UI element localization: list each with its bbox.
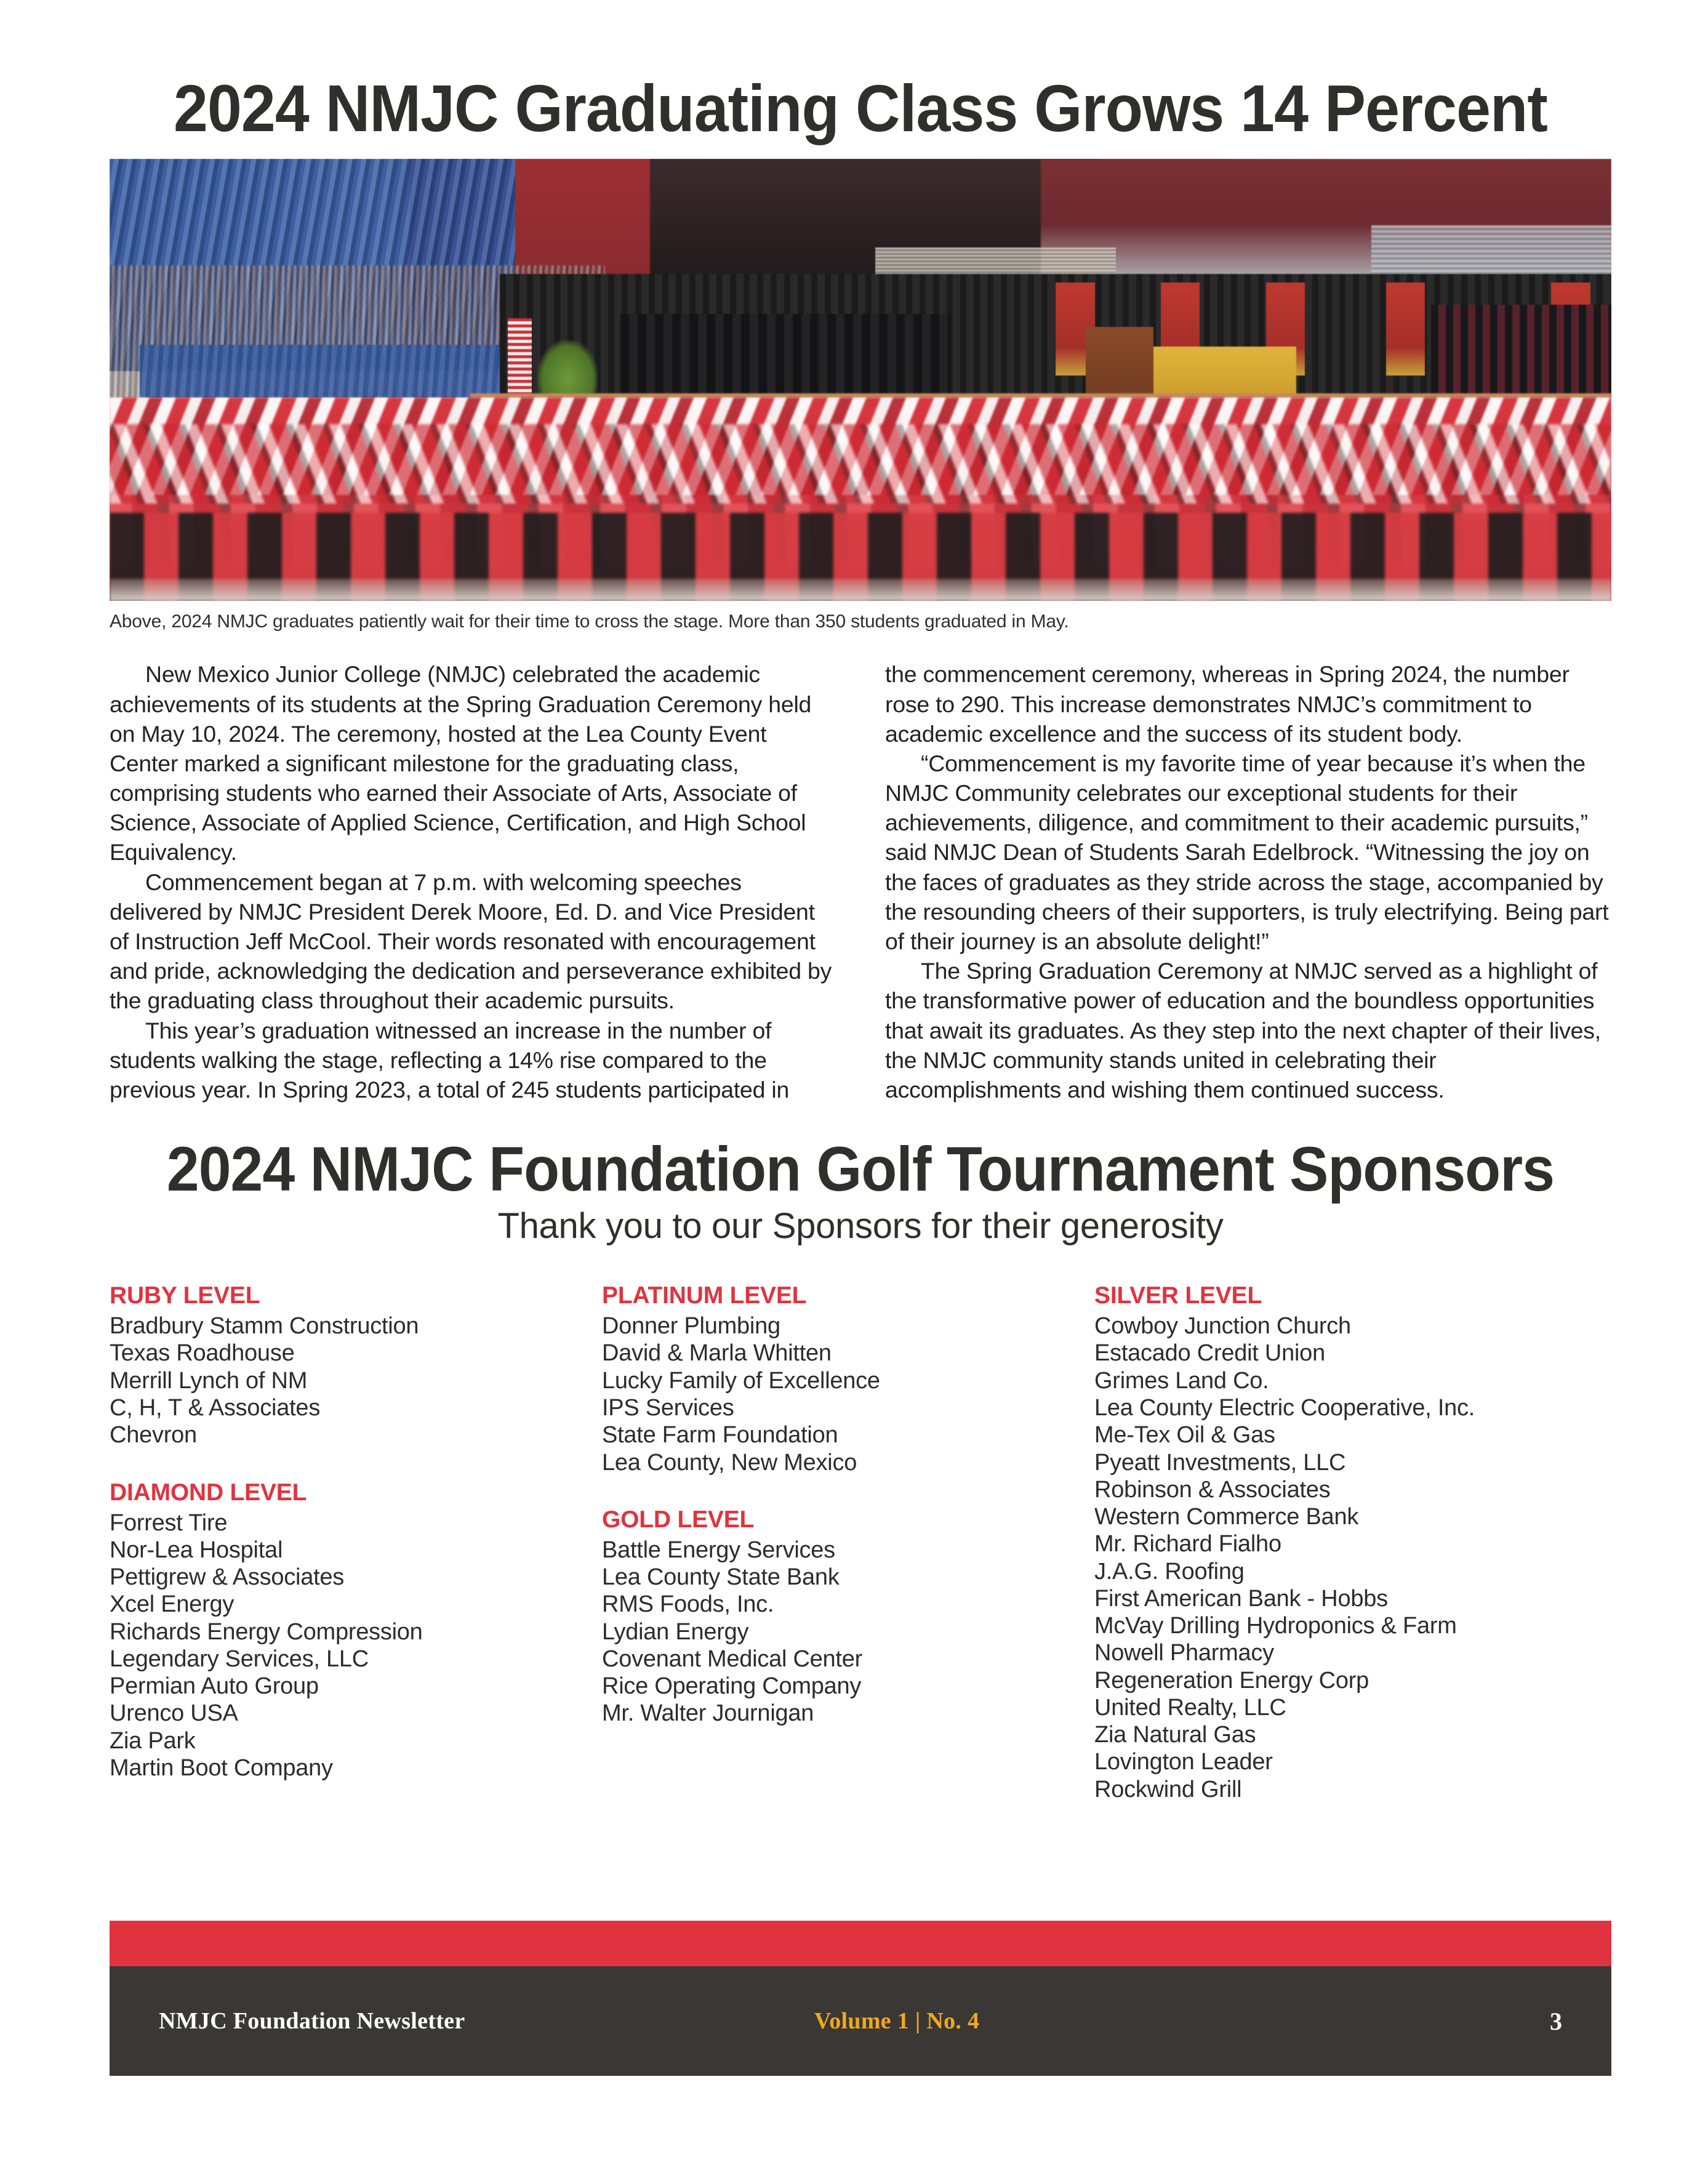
arena-floor [110,579,1611,601]
sponsor-name: Lydian Energy [602,1618,749,1645]
sponsor-list-gold [602,1537,1094,1727]
article-body [110,659,1611,1104]
sponsor-name: Nor-Lea Hospital [110,1537,283,1563]
graduation-caps-rows [110,424,1611,504]
sponsor-name: Regeneration Energy Corp [1094,1667,1369,1694]
stage-graduates-line [620,314,951,407]
sponsor-name: Estacado Credit Union [1094,1340,1325,1367]
sponsors-subtitle: Thank you to our Sponsors for their generosity [497,1206,1224,1247]
photo-caption: Above, 2024 NMJC graduates patiently wait for their time to cross the stage. More than 350 students graduated in May. [110,611,1069,632]
sponsor-name: Mr. Walter Journigan [602,1700,814,1727]
sponsor-name: Mr. Richard Fialho [1094,1531,1281,1557]
sponsor-name: Merrill Lynch of NM [110,1367,308,1394]
sponsor-name: Texas Roadhouse [110,1340,295,1367]
page-title: 2024 NMJC Graduating Class Grows 14 Percent [174,71,1547,145]
sponsor-name: Rice Operating Company [602,1673,862,1700]
sponsor-name: IPS Services [602,1395,734,1421]
paragraph: The Spring Graduation Ceremony at NMJC served as a highlight of the transformative power of education and the boundless opportunities that await its graduates. As they step into the next chapter of their lives, the NMJC community stands united in celebrating their accomplishments and wishing them continued success. [885,958,1601,1103]
sponsor-list-ruby [110,1312,602,1449]
sponsor-name: Me-Tex Oil & Gas [1094,1422,1275,1449]
sponsor-list-diamond [110,1509,602,1782]
sponsor-name: State Farm Foundation [602,1422,838,1449]
sponsor-name: Western Commerce Bank [1094,1504,1359,1530]
page-footer [110,1921,1611,2076]
sponsor-name: Grimes Land Co. [1094,1367,1269,1394]
sponsor-name: J.A.G. Roofing [1094,1558,1245,1585]
sponsor-name: Lea County, New Mexico [602,1449,857,1476]
sponsor-name: Richards Energy Compression [110,1618,423,1645]
sponsor-name: Zia Natural Gas [1094,1722,1256,1748]
sponsor-name: Zia Park [110,1727,196,1754]
sponsor-name: David & Marla Whitten [602,1340,832,1367]
sponsor-name: Bradbury Stamm Construction [110,1313,419,1340]
sponsor-level-title-silver: SILVER LEVEL [1094,1282,1262,1309]
article-column-left [110,659,836,1104]
sponsor-name: McVay Drilling Hydroponics & Farm [1094,1613,1457,1639]
sponsor-name: Rockwind Grill [1094,1776,1242,1802]
sponsors-section [110,1282,1611,1803]
article-column-right [885,659,1611,1104]
sponsor-column-3 [1094,1282,1611,1803]
footer-accent-bar [110,1921,1611,1966]
footer-page-number: 3 [1550,2007,1562,2035]
sponsor-name: Cowboy Junction Church [1094,1313,1351,1340]
stage-banner-4 [1386,283,1425,376]
sponsor-name: Battle Energy Services [602,1537,835,1563]
sponsor-name: Lucky Family of Excellence [602,1367,880,1394]
sponsor-name: Nowell Pharmacy [1094,1640,1274,1666]
paragraph: Commencement began at 7 p.m. with welcoming speeches delivered by NMJC President Derek Moore, Ed. D. and Vice President of Instruction Jeff McCool. Their words resonated with encouragement and pride, acknowledging the dedication and perseverance exhibited by the graduating class throughout their academic pursuits. [110,869,832,1014]
sponsor-list-platinum [602,1312,1094,1476]
sponsors-title: 2024 NMJC Foundation Golf Tournament Sponsors [166,1134,1555,1205]
paragraph: the commencement ceremony, whereas in Spring 2024, the number rose to 290. This increase demonstrates NMJC’s commitment to academic excellence and the success of its student body. [885,661,1570,747]
sponsor-level-title-diamond: DIAMOND LEVEL [110,1479,307,1506]
sponsor-level-title-platinum: PLATINUM LEVEL [602,1282,807,1309]
sponsor-name: Lea County Electric Cooperative, Inc. [1094,1395,1475,1421]
sponsor-name: Robinson & Associates [1094,1476,1331,1503]
footer-volume: Volume 1 | No. 4 [814,2008,980,2034]
sponsor-name: First American Bank - Hobbs [1094,1585,1388,1612]
sponsor-list-silver [1094,1312,1611,1803]
sponsor-column-1 [110,1282,602,1803]
page-content [110,71,1611,1803]
sponsor-name: Chevron [110,1422,197,1449]
sponsor-name: Pettigrew & Associates [110,1564,345,1591]
sponsor-name: Urenco USA [110,1700,238,1727]
footer-publication-name: NMJC Foundation Newsletter [159,2008,465,2034]
sponsor-name: Forrest Tire [110,1509,228,1536]
stage-faculty-line [1431,305,1611,406]
paragraph: New Mexico Junior College (NMJC) celebrated the academic achievements of its students at the Spring Graduation Ceremony held on May 10, 2024. The ceremony, hosted at the Lea County Event Center marked a significant milestone for the graduating class, comprising students who earned their Associate of Arts, Associate of Science, Associate of Applied Science, Certification, and High School Equivalency. [110,661,812,866]
graduation-photo-image [110,159,1611,601]
sponsor-name: C, H, T & Associates [110,1395,321,1421]
sponsor-name: Lovington Leader [1094,1749,1273,1775]
sponsor-name: Donner Plumbing [602,1313,780,1340]
sponsor-name: Lea County State Bank [602,1564,840,1591]
sponsor-name: Covenant Medical Center [602,1646,863,1672]
footer-bar [110,1966,1611,2076]
sponsor-name: Martin Boot Company [110,1754,333,1781]
sponsor-level-title-gold: GOLD LEVEL [602,1506,755,1533]
sponsor-name: United Realty, LLC [1094,1694,1286,1721]
paragraph: “Commencement is my favorite time of year because it’s when the NMJC Community celebrates our exceptional students for their achievements, diligence, and commitment to their academic pursuits,” said NMJC Dean of Students Sarah Edelbrock. “Witnessing the joy on the faces of graduates as they stride across the stage, accompanied by the resounding cheers of their supporters, is truly electrifying. Being part of their journey is an absolute delight!” [885,750,1609,954]
sponsor-name: Legendary Services, LLC [110,1646,369,1672]
sponsor-column-2 [602,1282,1094,1803]
paragraph: This year’s graduation witnessed an increase in the number of students walking the stage, reflecting a 14% rise compared to the previous year. In Spring 2023, a total of 245 students participated in [110,1017,790,1103]
sponsor-name: Permian Auto Group [110,1673,319,1700]
sponsor-name: RMS Foods, Inc. [602,1591,774,1618]
sponsor-name: Xcel Energy [110,1591,235,1618]
graduation-photo [110,159,1611,601]
sponsor-name: Pyeatt Investments, LLC [1094,1449,1346,1476]
sponsor-level-title-ruby: RUBY LEVEL [110,1282,260,1309]
